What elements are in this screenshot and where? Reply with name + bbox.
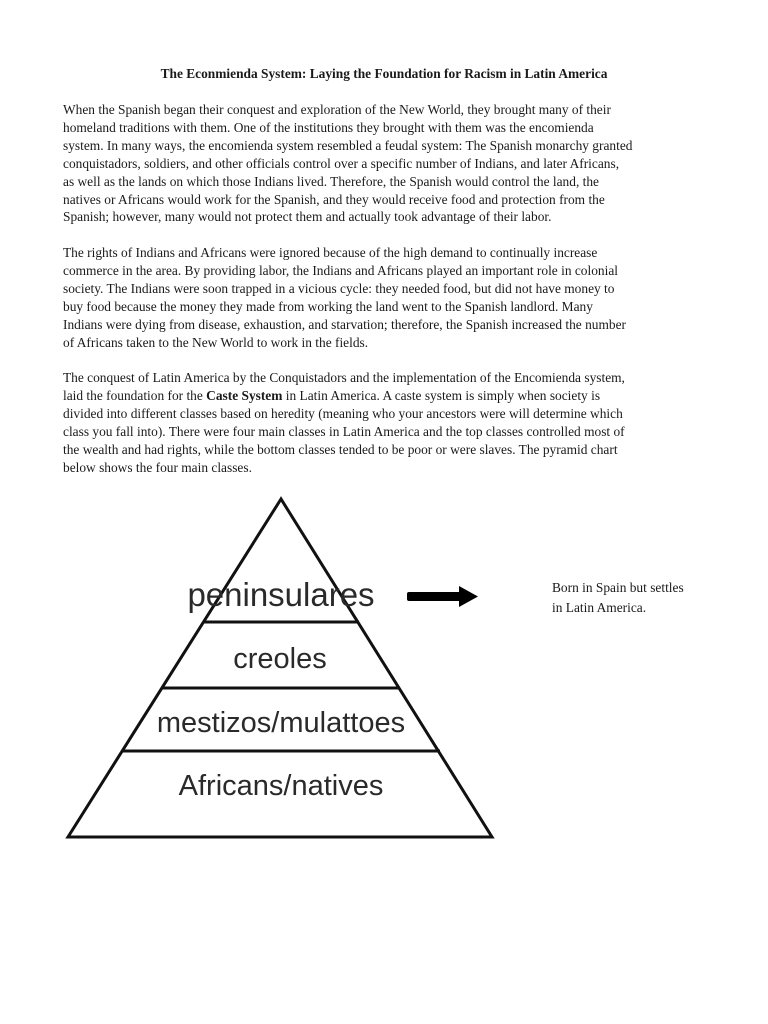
peninsulares-description	[552, 578, 752, 618]
text-line: of Africans taken to the New World to work in the fields.	[63, 334, 369, 350]
text-fragment: in Latin America. A caste system is simply when society is	[282, 387, 601, 403]
text-line: Spanish; however, many would not protect them and actually took advantage of their labor.	[63, 209, 552, 225]
text-line: society. The Indians were soon trapped in a vicious cycle: they needed food, but did not have money to	[63, 280, 615, 296]
text-line: natives or Africans would work for the Spanish, and they would receive food and protection from the	[63, 191, 605, 207]
text-line: Indians were dying from disease, exhaustion, and starvation; therefore, the Spanish increased the number	[63, 316, 626, 332]
text-line: conquistadors, soldiers, and other officials control over a specific number of Indians, and later Africans,	[63, 155, 620, 171]
text-line: The conquest of Latin America by the Conquistadors and the implementation of the Encomienda system,	[63, 370, 625, 385]
tier-label-creoles: creoles	[233, 643, 327, 675]
tier-label-africans-natives: Africans/natives	[178, 770, 384, 802]
text-fragment: laid the foundation for the	[63, 387, 207, 403]
text-line: class you fall into). There were four main classes in Latin America and the top classes controlled most of	[63, 423, 625, 439]
text-line: below shows the four main classes.	[63, 459, 252, 475]
caste-system-term: Caste System	[206, 387, 283, 403]
callout-line: in Latin America.	[552, 600, 647, 615]
document-title: The Econmienda System: Laying the Foundation for Racism in Latin America	[160, 66, 608, 81]
tier-label-peninsulares: peninsulares	[187, 576, 375, 613]
text-line: buy food because the money they made from working the land went to the Spanish landlord. Many	[63, 298, 593, 314]
text-line: homeland traditions with them. One of the institutions they brought with them was the encomienda	[63, 119, 594, 135]
text-line: system. In many ways, the encomienda system resembled a feudal system: The Spanish monarchy granted	[63, 137, 633, 153]
arrow-right-icon	[407, 586, 478, 607]
text-line: the wealth and had rights, while the bottom classes tended to be poor or were slaves. The pyramid chart	[63, 441, 618, 457]
text-line: divided into different classes based on heredity (meaning who your ancestors were will determine which	[63, 405, 623, 421]
text-line: The rights of Indians and Africans were ignored because of the high demand to continually increase	[63, 245, 598, 260]
callout-line: Born in Spain but settles	[552, 580, 684, 595]
text-line: When the Spanish began their conquest and exploration of the New World, they brought many of their	[63, 102, 611, 117]
text-line: as well as the lands on which those Indians lived. Therefore, the Spanish would control the land, the	[63, 173, 599, 189]
tier-label-mestizos-mulattoes: mestizos/mulattoes	[156, 707, 406, 739]
text-line: commerce in the area. By providing labor, the Indians and Africans played an important role in colonial	[63, 262, 618, 278]
